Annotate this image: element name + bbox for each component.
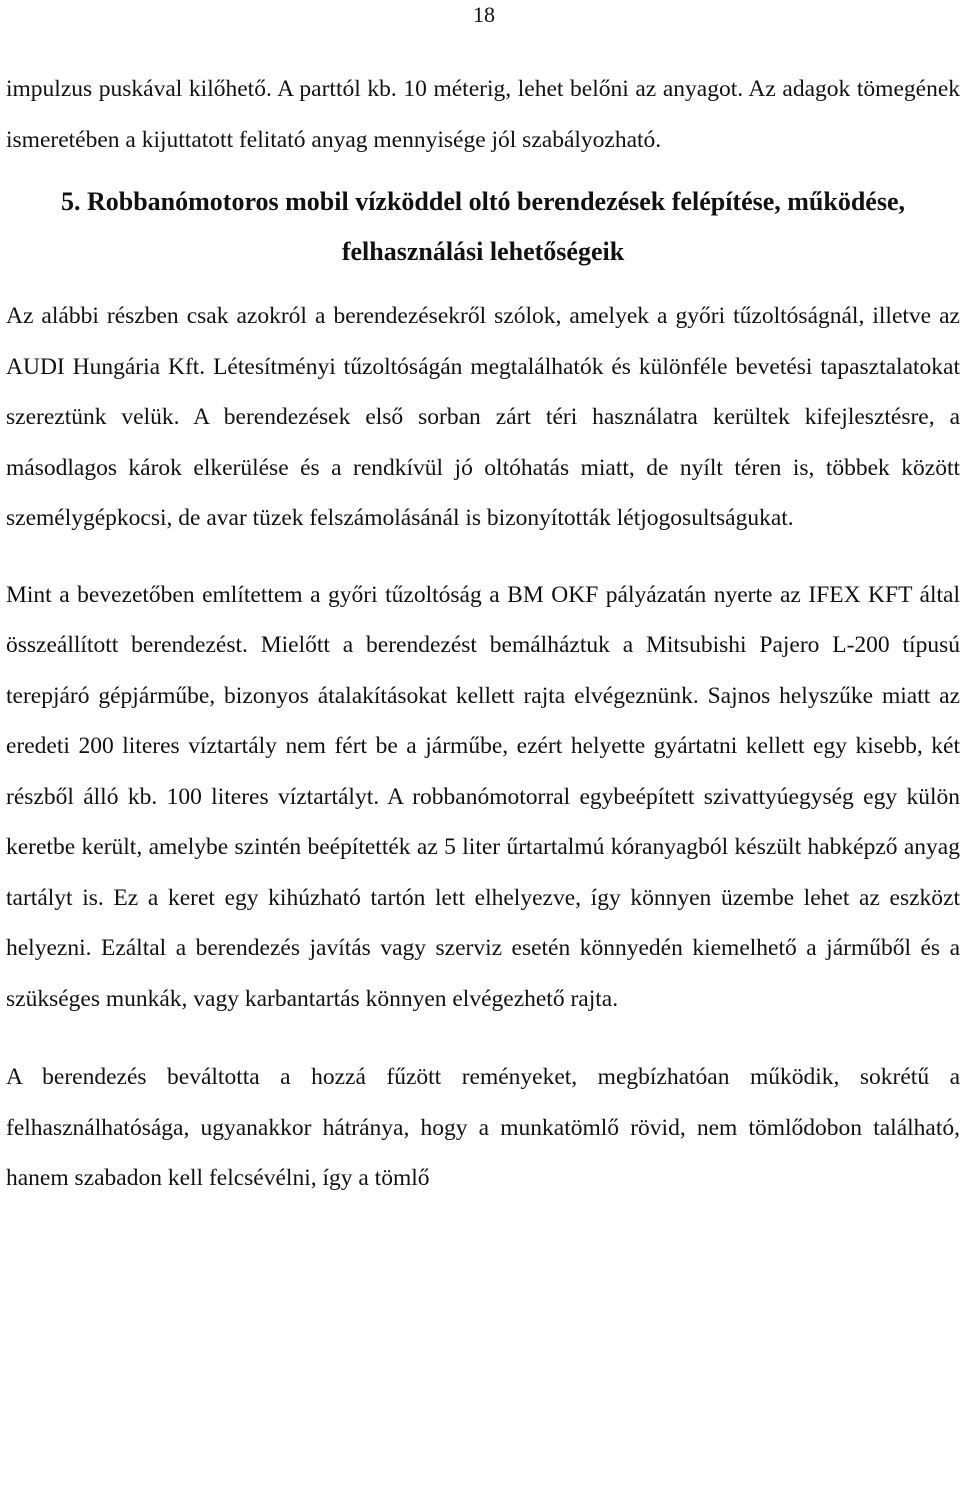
document-body xyxy=(6,64,960,1204)
page-number: 18 xyxy=(473,2,495,27)
section-heading: 5. Robbanómotoros mobil vízköddel oltó berendezések felépítése, működése, felhasználási lehetőségeik xyxy=(60,187,906,266)
paragraph-devices: Az alábbi részben csak azokról a berendezésekről szólok, amelyek a győri tűzoltóságnál, illetve az AUDI Hungária Kft. Létesítményi tűzoltóságán megtalálhatók és különféle bevetési tapasztalatokat szereztünk velük. A berendezések első sorban zárt téri használatra kerültek kifejlesztésre, a másodlagos károk elkerülése és a rendkívül jó oltóhatás miatt, de nyílt téren is, többek között személygépkocsi, de avar tüzek felszámolásánál is bizonyították létjogosultságukat. xyxy=(6,303,960,531)
paragraph-evaluation: A berendezés beváltotta a hozzá fűzött reményeket, megbízhatóan működik, sokrétű a felhasználhatósága, ugyanakkor hátránya, hogy a munkatömlő rövid, nem tömlődobon található, hanem szabadon kell felcsévélni, így a tömlő xyxy=(6,1064,960,1191)
paragraph-intro: impulzus puskával kilőhető. A parttól kb. 10 méterig, lehet belőni az anyagot. Az adagok tömegének ismeretében a kijuttatott felitató anyag mennyisége jól szabályozható. xyxy=(6,76,960,153)
paragraph-installation: Mint a bevezetőben említettem a győri tűzoltóság a BM OKF pályázatán nyerte az IFEX KFT által összeállított berendezést. Mielőtt a berendezést bemálháztuk a Mitsubishi Pajero L-200 típusú terepjáró gépjárműbe, bizonyos átalakításokat kellett rajta elvégeznünk. Sajnos helyszűke miatt az eredeti 200 literes víztartály nem fért be a járműbe, ezért helyette gyártatni kellett egy kisebb, két részből álló kb. 100 literes víztartályt. A robbanómotorral egybeépített szivattyúegység egy külön keretbe került, amelybe szintén beépítették az 5 liter űrtartalmú kóranyagból készült habképző anyag tartályt is. Ez a keret egy kihúzható tartón lett elhelyezve, így könnyen üzembe lehet az eszközt helyezni. Ezáltal a berendezés javítás vagy szerviz esetén könnyedén kiemelhető a járműből és a szükséges munkák, vagy karbantartás könnyen elvégezhető rajta. xyxy=(6,581,960,1012)
